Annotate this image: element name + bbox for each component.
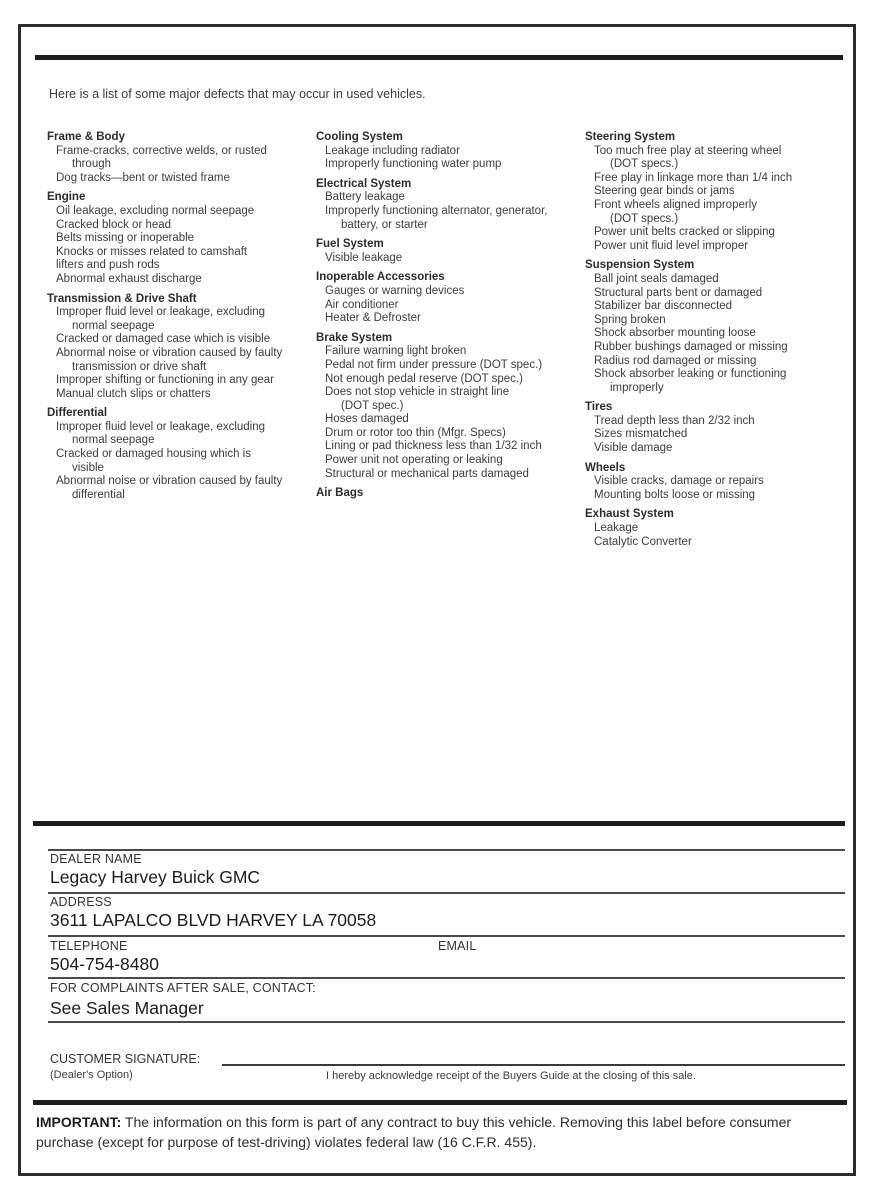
defect-item: Structural or mechanical parts damaged — [325, 467, 529, 480]
defect-item: Oil leakage, excluding normal seepage — [56, 204, 255, 217]
defect-item: Visible damage — [594, 442, 673, 455]
defect-section — [47, 293, 311, 402]
defect-item: Power unit not operating or leaking — [325, 454, 503, 467]
defect-item: Abnormal noise or vibration caused by faulty — [56, 475, 283, 488]
defect-item: Belts missing or inoperable — [56, 232, 195, 245]
defect-item: Pedal not firm under pressure (DOT spec.) — [325, 358, 543, 371]
defect-item: Drum or rotor too thin (Mfgr. Specs) — [325, 426, 506, 439]
email-label: EMAIL — [438, 939, 477, 953]
defect-item: Lining or pad thickness less than 1/32 inch — [325, 440, 542, 453]
defect-item: Rubber bushings damaged or missing — [594, 340, 788, 353]
defect-item: Cracked or damaged case which is visible — [56, 333, 271, 346]
signature-line — [222, 1064, 845, 1066]
defect-section — [585, 259, 847, 395]
defects-column-1 — [47, 131, 311, 508]
defect-item: Radius rod damaged or missing — [594, 354, 757, 367]
defect-item: Sizes mismatched — [594, 428, 688, 441]
defect-item: battery, or starter — [341, 218, 428, 231]
defect-item: Knocks or misses related to camshaft — [56, 245, 248, 258]
defect-item: normal seepage — [72, 434, 155, 447]
defect-section — [47, 131, 311, 185]
important-notice — [36, 1112, 848, 1152]
defect-item: Free play in linkage more than 1/4 inch — [594, 171, 793, 184]
section-title: Suspension System — [585, 259, 695, 272]
defect-item: Heater & Defroster — [325, 312, 421, 325]
defect-item: Frame-cracks, corrective welds, or rusted — [56, 144, 267, 157]
defect-item: Manual clutch slips or chatters — [56, 387, 211, 400]
important-text: The information on this form is part of any contract to buy this vehicle. Removing this label before consumer purchase (except for purpose of test-driving) violates federal law (16 C.F.R. 455). — [36, 1114, 792, 1150]
defect-item: through — [72, 158, 112, 171]
defect-item: Shock absorber mounting loose — [594, 327, 756, 340]
defect-section — [316, 238, 580, 265]
defect-item: lifters and push rods — [56, 259, 160, 272]
defect-item: Stabilizer bar disconnected — [594, 300, 733, 313]
defect-item: Power unit belts cracked or slipping — [594, 226, 775, 239]
defect-item: Steering gear binds or jams — [594, 185, 735, 198]
defect-section — [47, 191, 311, 286]
section-title: Frame & Body — [47, 131, 125, 143]
important-label: IMPORTANT: — [36, 1114, 122, 1130]
defect-item: Improper shifting or functioning in any gear — [56, 374, 274, 387]
defect-item: Catalytic Converter — [594, 535, 692, 548]
dealer-name-label: DEALER NAME — [50, 852, 142, 866]
defect-item: Dog tracks—bent or twisted frame — [56, 171, 230, 184]
defect-item: (DOT specs.) — [610, 212, 679, 225]
defect-item: normal seepage — [72, 319, 155, 332]
defect-item: improperly — [610, 381, 664, 394]
defect-item: Improper fluid level or leakage, excluding — [56, 306, 266, 319]
defect-item: (DOT spec.) — [341, 399, 404, 412]
defect-section — [316, 271, 580, 325]
complaints-value: See Sales Manager — [50, 998, 204, 1018]
defect-section — [47, 407, 311, 502]
telephone-label: TELEPHONE — [50, 939, 128, 953]
defect-section — [585, 401, 847, 455]
section-title: Steering System — [585, 131, 676, 143]
section-title: Engine — [47, 191, 86, 204]
defect-item: transmission or drive shaft — [72, 360, 207, 373]
section-title: Inoperable Accessories — [316, 271, 445, 284]
defect-item: Air conditioner — [325, 298, 399, 311]
defect-item: (DOT specs.) — [610, 158, 679, 171]
intro-text: Here is a list of some major defects that may occur in used vehicles. — [49, 87, 426, 101]
defect-item: Improperly functioning alternator, generator, — [325, 204, 548, 217]
dealer-name-topline — [48, 849, 845, 851]
dealers-option-label: (Dealer's Option) — [50, 1069, 133, 1081]
defect-item: Visible cracks, damage or repairs — [594, 475, 764, 488]
defect-item: Ball joint seals damaged — [594, 272, 719, 285]
defect-item: Failure warning light broken — [325, 345, 467, 358]
defect-item: Shock absorber leaking or functioning — [594, 368, 787, 381]
defect-section — [585, 462, 847, 503]
section-title: Fuel System — [316, 238, 384, 251]
defect-item: Does not stop vehicle in straight line — [325, 386, 510, 399]
section-title: Air Bags — [316, 487, 364, 500]
defect-item: Cracked block or head — [56, 218, 172, 231]
section-title: Wheels — [585, 461, 626, 474]
section-title: Differential — [47, 407, 108, 420]
defect-item: Hoses damaged — [325, 413, 409, 426]
defect-item: Abnormal noise or vibration caused by faulty — [56, 346, 283, 359]
defect-section — [585, 508, 847, 549]
defect-item: Too much free play at steering wheel — [594, 144, 782, 157]
defect-section — [316, 332, 580, 482]
address-topline — [48, 892, 845, 894]
defect-item: Not enough pedal reserve (DOT spec.) — [325, 372, 523, 385]
telephone-value: 504-754-8480 — [50, 954, 159, 974]
defect-item: Improperly functioning water pump — [325, 158, 502, 171]
section-title: Tires — [585, 401, 613, 414]
complaints-label: FOR COMPLAINTS AFTER SALE, CONTACT: — [50, 981, 316, 995]
defect-item: Mounting bolts loose or missing — [594, 488, 756, 501]
defect-section — [316, 178, 580, 232]
customer-signature-label: CUSTOMER SIGNATURE: — [50, 1052, 201, 1066]
dealer-name-value: Legacy Harvey Buick GMC — [50, 867, 261, 887]
defect-item: Tread depth less than 2/32 inch — [594, 414, 755, 427]
complaints-topline — [48, 977, 845, 979]
section-title: Cooling System — [316, 131, 403, 143]
defect-item: Power unit fluid level improper — [594, 239, 749, 252]
defect-item: Improper fluid level or leakage, excluding — [56, 420, 266, 433]
defect-section — [585, 131, 847, 253]
defect-item: Gauges or warning devices — [325, 284, 465, 297]
defect-item: Structural parts bent or damaged — [594, 286, 763, 299]
defect-item: Abnormal exhaust discharge — [56, 272, 202, 285]
telephone-topline — [48, 935, 845, 937]
defect-section — [316, 131, 580, 172]
section-title: Exhaust System — [585, 508, 674, 521]
bottom-rule — [33, 1100, 847, 1105]
defects-column-2 — [316, 131, 580, 507]
address-value: 3611 LAPALCO BLVD HARVEY LA 70058 — [50, 910, 377, 930]
acknowledge-text: I hereby acknowledge receipt of the Buyers Guide at the closing of this sale. — [326, 1070, 696, 1082]
top-rule — [35, 55, 843, 60]
defect-item: Cracked or damaged housing which is — [56, 448, 251, 461]
section-title: Transmission & Drive Shaft — [47, 292, 197, 305]
middle-rule — [33, 821, 845, 826]
defects-column-3 — [585, 131, 847, 555]
complaints-bottomline — [48, 1021, 845, 1023]
address-label: ADDRESS — [50, 895, 112, 909]
defect-item: Front wheels aligned improperly — [594, 198, 757, 211]
defect-section — [316, 487, 580, 501]
defect-item: Battery leakage — [325, 191, 405, 204]
defect-item: visible — [72, 461, 104, 474]
defect-item: Spring broken — [594, 313, 666, 326]
defect-item: Leakage — [594, 522, 639, 535]
defect-item: Visible leakage — [325, 251, 403, 264]
section-title: Brake System — [316, 331, 393, 344]
defect-item: Leakage including radiator — [325, 144, 460, 157]
section-title: Electrical System — [316, 177, 412, 190]
defect-item: differential — [72, 488, 125, 501]
